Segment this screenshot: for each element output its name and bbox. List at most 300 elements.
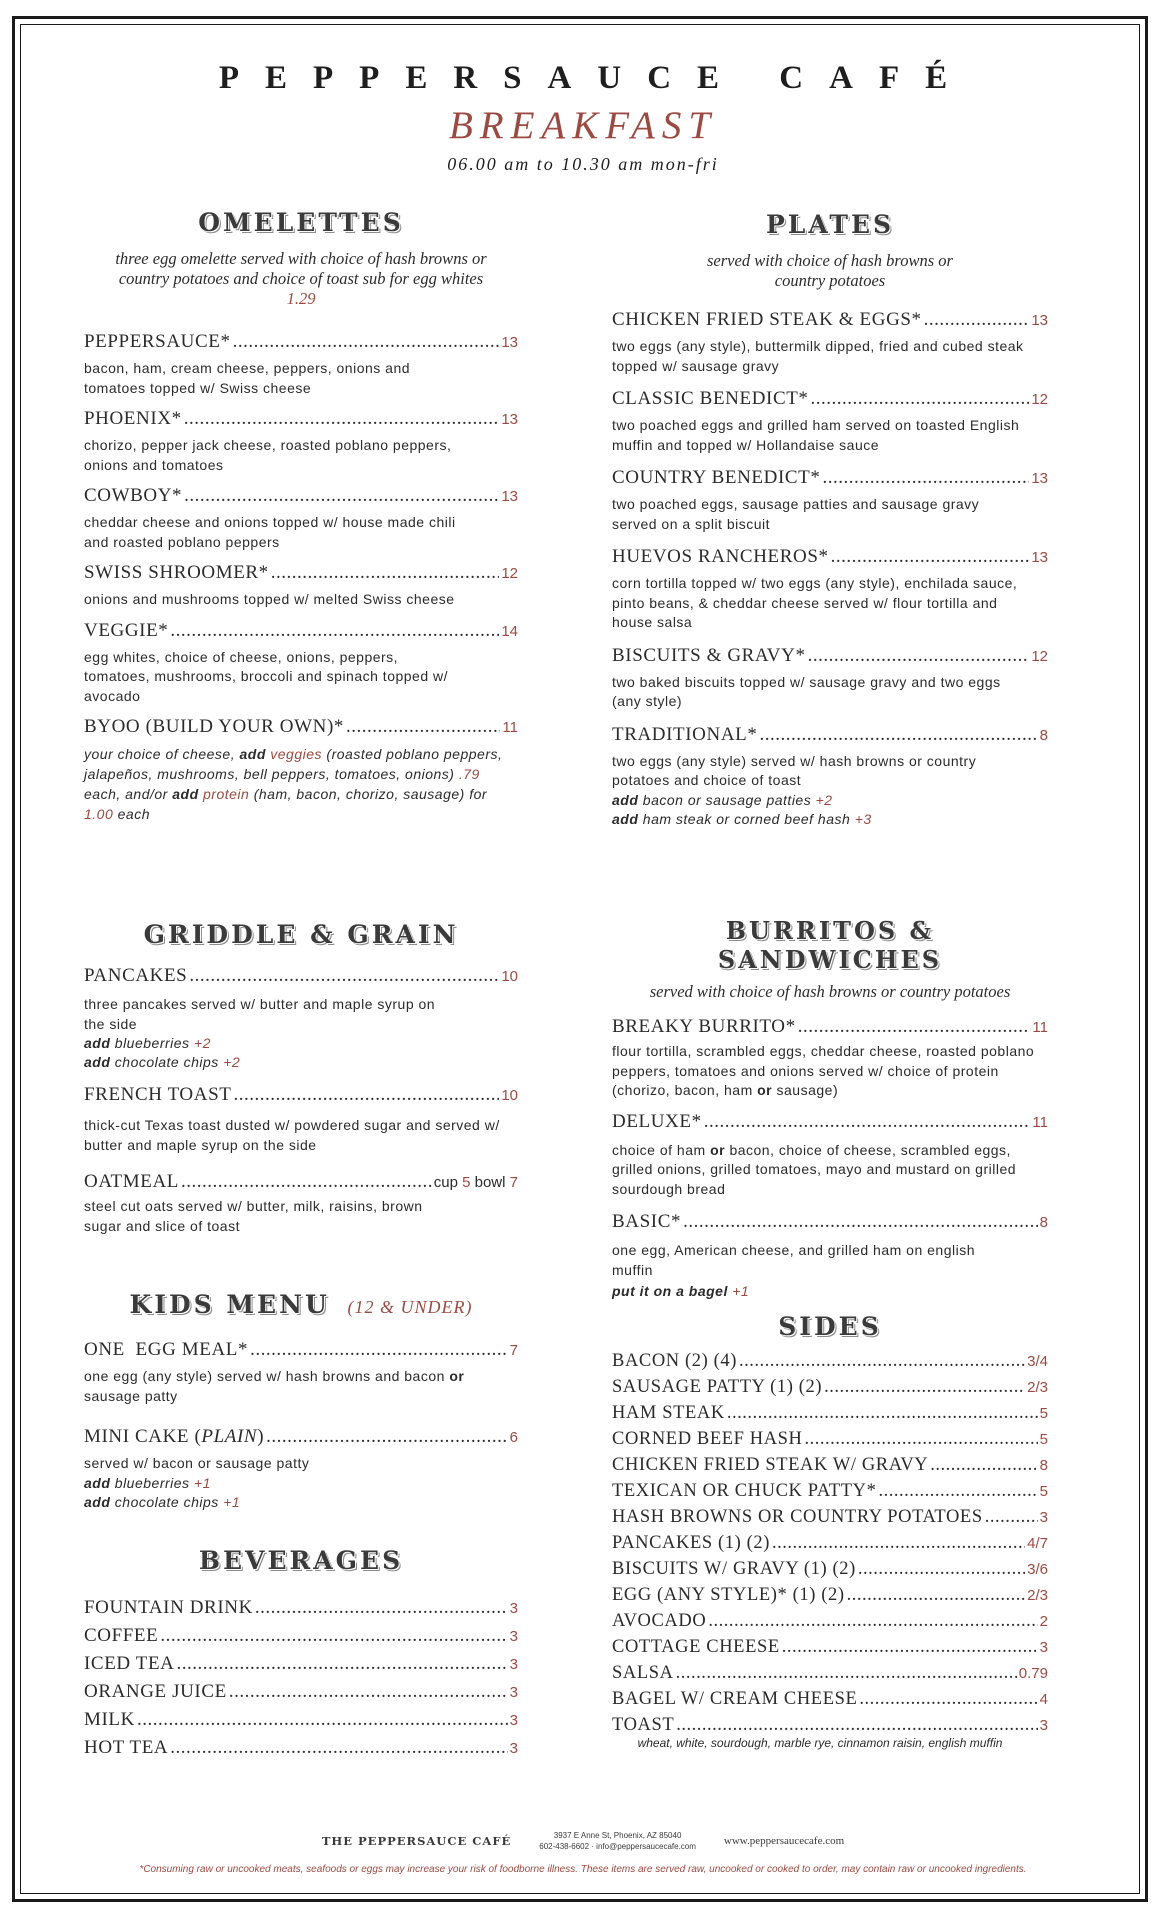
leader-dots	[255, 1597, 508, 1619]
add-text: bacon or sausage patties	[642, 791, 812, 808]
menu-title: BREAKFAST	[448, 104, 718, 147]
item-description: one egg, American cheese, and grilled ham on english muffin	[612, 1242, 975, 1278]
beverage-item	[84, 1737, 518, 1759]
leader-dots	[798, 1016, 1031, 1038]
beverages-title: BEVERAGES	[198, 1546, 404, 1575]
item-name: BREAKY BURRITO*	[612, 1016, 796, 1037]
side-item	[612, 1637, 1048, 1658]
item-line	[84, 1339, 518, 1361]
item-name: FRENCH TOAST	[84, 1084, 232, 1105]
protein-price: 1.00	[84, 806, 114, 822]
item-name-italic: PLAIN	[201, 1426, 258, 1447]
omelettes-title: OMELETTES	[198, 208, 404, 237]
add-text: blueberries	[114, 1035, 190, 1051]
disclaimer: *Consuming raw or uncooked meats, seafoods or eggs may increase your risk of foodborne illness. These items are served raw, uncooked or cooked to order, may contain raw or uncooked ingredients.	[139, 1864, 1027, 1875]
menu-item	[612, 645, 1048, 712]
item-price: 3	[1039, 1639, 1048, 1656]
leader-dots	[170, 1737, 507, 1759]
desc-text: choice of ham	[612, 1141, 706, 1158]
menu-item-mini-cake	[84, 1426, 518, 1512]
cafe-name: PEPPERSAUCE CAFÉ	[218, 60, 974, 96]
item-name	[84, 1426, 264, 1448]
item-price: 12	[1031, 391, 1048, 408]
menu-item	[84, 331, 518, 398]
burritos-subtitle: served with choice of hash browns or country potatoes	[649, 982, 1011, 1001]
item-price: 8	[1039, 1214, 1048, 1231]
footer-contact: 602-438-6602 · info@peppersaucecafe.com	[539, 1842, 696, 1851]
leader-dots	[137, 1709, 508, 1731]
item-name: DELUXE*	[612, 1110, 702, 1132]
egg-whites-price: 1.29	[286, 289, 316, 308]
griddle-title: GRIDDLE & GRAIN	[143, 920, 459, 949]
leader-dots	[184, 408, 500, 430]
item-line	[612, 1481, 1048, 1502]
item-line	[612, 1111, 1048, 1133]
beverage-list	[84, 1597, 518, 1759]
item-price: 11	[1032, 1019, 1048, 1036]
item-price: 13	[1031, 470, 1048, 487]
item-price: 5	[1039, 1405, 1048, 1422]
item-price: 13	[501, 411, 518, 428]
item-description: steel cut oats served w/ butter, milk, raisins, brown sugar and slice of toast	[84, 1198, 423, 1234]
menu-item-deluxe	[612, 1111, 1048, 1200]
cup-price: 5	[462, 1174, 471, 1191]
beverage-item	[84, 1597, 518, 1619]
kids-title-text: KIDS MENU	[129, 1290, 330, 1319]
leader-dots	[985, 1507, 1038, 1528]
menu-header	[0, 60, 1166, 175]
item-price: 3	[509, 1628, 518, 1645]
footer-row	[0, 1830, 1166, 1852]
omelette-list	[84, 331, 518, 706]
item-description	[84, 1367, 518, 1406]
item-line	[612, 1377, 1048, 1398]
menu-item	[84, 562, 518, 610]
item-price: 13	[1031, 312, 1048, 329]
protein-label: protein	[203, 786, 250, 802]
item-line	[84, 716, 518, 738]
bowl-label: bowl	[474, 1174, 506, 1191]
item-line	[84, 1426, 518, 1448]
item-line	[612, 645, 1048, 667]
item-price: 5	[1039, 1431, 1048, 1448]
add-label: add	[84, 1493, 111, 1510]
beverages-section	[84, 1546, 518, 1759]
item-name: BISCUITS W/ GRAVY (1) (2)	[612, 1559, 856, 1579]
item-name: TEXICAN OR CHUCK PATTY*	[612, 1481, 877, 1501]
item-line	[612, 1403, 1048, 1424]
add-option	[84, 1053, 518, 1072]
add-label: add	[84, 1054, 111, 1070]
item-line	[612, 1611, 1048, 1632]
item-price: 7	[509, 1342, 518, 1359]
item-name: CORNED BEEF HASH	[612, 1429, 803, 1449]
item-price: 3	[509, 1656, 518, 1673]
leader-dots	[782, 1637, 1038, 1658]
item-description: corn tortilla topped w/ two eggs (any style), enchilada sauce, pinto beans, & cheddar cheese served w/ flour tortilla and house salsa	[612, 575, 1018, 630]
item-name: BAGEL W/ CREAM CHEESE	[612, 1689, 858, 1709]
add-option	[612, 791, 1048, 810]
add-option	[84, 1474, 518, 1493]
add-price: +2	[223, 1054, 241, 1070]
item-price: 4	[1039, 1691, 1048, 1708]
beverage-item	[84, 1653, 518, 1675]
item-line	[612, 1715, 1048, 1736]
item-name: CHICKEN FRIED STEAK W/ GRAVY	[612, 1455, 929, 1475]
item-price: 3	[509, 1600, 518, 1617]
item-price: 3/6	[1027, 1561, 1048, 1578]
item-line	[612, 467, 1048, 489]
item-description: three pancakes served w/ butter and maple syrup on the side	[84, 996, 436, 1032]
add-price: +1	[223, 1493, 241, 1510]
item-name: PEPPERSAUCE*	[84, 331, 231, 352]
item-name: HAM STEAK	[612, 1403, 725, 1423]
item-name: SWISS SHROOMER*	[84, 562, 269, 583]
item-name: PANCAKES	[84, 965, 188, 986]
add-option	[84, 1034, 518, 1053]
byoo-text: your choice of cheese,	[84, 746, 236, 762]
add-price: +2	[815, 791, 833, 808]
item-name: TRADITIONAL*	[612, 723, 758, 745]
item-name: COUNTRY BENEDICT*	[612, 467, 821, 488]
item-description: two poached eggs and grilled ham served on toasted English muffin and topped w/ Hollandaise sauce	[612, 417, 1020, 453]
item-name: COWBOY*	[84, 485, 183, 506]
leader-dots	[189, 965, 499, 987]
add-text: chocolate chips	[114, 1493, 219, 1510]
item-price: 8	[1039, 726, 1048, 744]
side-item	[612, 1377, 1048, 1398]
item-price: 3/4	[1027, 1353, 1048, 1370]
menu-item-basic	[612, 1211, 1048, 1301]
item-price: 14	[501, 622, 518, 640]
leader-dots	[847, 1585, 1026, 1606]
item-line	[84, 1737, 518, 1759]
item-name: EGG (ANY STYLE)* (1) (2)	[612, 1585, 845, 1605]
item-description: cheddar cheese and onions topped w/ house made chili and roasted poblano peppers	[84, 514, 456, 550]
omelettes-subtitle	[84, 249, 518, 309]
side-item	[612, 1533, 1048, 1554]
leader-dots	[772, 1533, 1025, 1554]
menu-item-one-egg-meal	[84, 1339, 518, 1406]
item-name: BISCUITS & GRAVY*	[612, 644, 806, 666]
sides-title: SIDES	[778, 1312, 882, 1341]
item-name: BASIC*	[612, 1211, 682, 1232]
leader-dots	[233, 331, 500, 353]
desc-text: flour tortilla, scrambled eggs, cheddar cheese, roasted poblano peppers, tomatoes and onions served w/ choice of protein (chorizo, bacon, ham	[612, 1043, 1035, 1098]
item-line	[612, 388, 1048, 410]
item-price: 3	[509, 1712, 518, 1729]
side-item	[612, 1611, 1048, 1632]
side-item	[612, 1429, 1048, 1450]
kids-title	[84, 1290, 518, 1319]
item-line	[84, 965, 518, 987]
item-line	[612, 309, 1048, 331]
item-line	[612, 1689, 1048, 1710]
item-name: FOUNTAIN DRINK	[84, 1597, 253, 1618]
burritos-title: BURRITOS & SANDWICHES	[717, 916, 943, 974]
item-name: COFFEE	[84, 1625, 159, 1646]
burritos-section	[612, 916, 1048, 1301]
desc-text: sausage)	[776, 1082, 839, 1098]
menu-item-oatmeal	[84, 1171, 518, 1236]
side-item	[612, 1715, 1048, 1736]
item-name: HASH BROWNS OR COUNTRY POTATOES	[612, 1507, 983, 1527]
bowl-price: 7	[509, 1174, 518, 1191]
item-line	[612, 546, 1048, 568]
leader-dots	[739, 1351, 1025, 1372]
leader-dots	[250, 1339, 508, 1361]
item-line	[84, 1084, 518, 1106]
menu-item-byoo	[84, 716, 518, 824]
item-line	[612, 1429, 1048, 1450]
item-line	[84, 562, 518, 584]
side-item	[612, 1351, 1048, 1372]
menu-item	[612, 546, 1048, 633]
item-name: HOT TEA	[84, 1737, 169, 1758]
item-line	[84, 1171, 518, 1193]
leader-dots	[811, 388, 1030, 410]
item-line	[612, 1016, 1048, 1038]
item-line	[612, 1637, 1048, 1658]
leader-dots	[831, 546, 1030, 568]
byoo-description	[84, 744, 518, 824]
side-list	[612, 1351, 1048, 1736]
item-description: two eggs (any style) served w/ hash browns or country potatoes and choice of toast	[612, 752, 977, 788]
omelettes-sub-egg-whites: sub for egg whites	[362, 269, 484, 288]
item-price: 12	[1031, 647, 1048, 665]
footer-website[interactable]: www.peppersaucecafe.com	[723, 1835, 845, 1847]
add-label: add	[84, 1035, 111, 1051]
add-text: ham steak or corned beef hash	[642, 810, 851, 827]
leader-dots	[704, 1111, 1031, 1133]
add-price: +2	[193, 1035, 211, 1051]
item-line	[612, 1507, 1048, 1528]
leader-dots	[676, 1715, 1037, 1736]
menu-item	[84, 408, 518, 475]
item-line	[612, 1663, 1048, 1684]
add-label: add	[172, 786, 199, 802]
item-price: 11	[1032, 1113, 1048, 1131]
sides-section	[612, 1312, 1048, 1753]
beverage-item	[84, 1625, 518, 1647]
add-price: +3	[854, 810, 872, 827]
toast-options: wheat, white, sourdough, marble rye, cinnamon raisin, english muffin	[637, 1736, 1003, 1750]
footer-cafe-name: THE PEPPERSAUCE CAFÉ	[321, 1834, 512, 1848]
or-label: or	[757, 1082, 773, 1098]
item-description: onions and mushrooms topped w/ melted Swiss cheese	[84, 591, 455, 607]
menu-item	[612, 388, 1048, 455]
side-item	[612, 1585, 1048, 1606]
or-label: or	[710, 1141, 726, 1158]
item-name: MILK	[84, 1709, 135, 1730]
add-label: add	[612, 810, 639, 827]
item-description: two eggs (any style), buttermilk dipped, fried and cubed steak topped w/ sausage gravy	[612, 338, 1024, 374]
item-name: PANCAKES (1) (2)	[612, 1533, 770, 1553]
item-description	[612, 1141, 1048, 1200]
byoo-text: (roasted poblano peppers, jalapeños, mushrooms, bell peppers, tomatoes, onions)	[84, 746, 503, 782]
leader-dots	[181, 1171, 432, 1193]
add-option	[612, 1282, 1048, 1301]
or-label: or	[449, 1368, 465, 1384]
menu-item	[612, 724, 1048, 791]
item-line	[612, 1211, 1048, 1233]
veggies-label: veggies	[270, 746, 323, 762]
item-line	[84, 1653, 518, 1675]
leader-dots	[924, 309, 1030, 331]
item-price: 10	[501, 1087, 518, 1104]
leader-dots	[160, 1625, 507, 1647]
item-line	[84, 620, 518, 642]
menu-item	[612, 467, 1048, 534]
item-description: egg whites, choice of cheese, onions, peppers, tomatoes, mushrooms, broccoli and spinach topped w/ avocado	[84, 648, 449, 704]
add-label: add	[612, 791, 639, 808]
item-name: BYOO (BUILD YOUR OWN)*	[84, 716, 344, 737]
menu-item	[612, 309, 1048, 376]
kids-age-note: (12 & UNDER)	[347, 1297, 473, 1317]
item-name: SALSA	[612, 1663, 674, 1683]
leader-dots	[824, 1377, 1025, 1398]
side-item	[612, 1663, 1048, 1684]
item-name: COTTAGE CHEESE	[612, 1637, 780, 1657]
leader-dots	[727, 1403, 1038, 1424]
item-price: 5	[1039, 1483, 1048, 1500]
leader-dots	[266, 1426, 508, 1448]
item-name: CLASSIC BENEDICT*	[612, 388, 809, 409]
item-description: two baked biscuits topped w/ sausage gravy and two eggs (any style)	[612, 673, 1001, 709]
leader-dots	[759, 724, 1037, 746]
item-description: thick-cut Texas toast dusted w/ powdered sugar and served w/ butter and maple syrup on the side	[84, 1117, 500, 1153]
griddle-section	[84, 920, 518, 1236]
item-line	[84, 1625, 518, 1647]
item-name: SAUSAGE PATTY (1) (2)	[612, 1377, 823, 1397]
leader-dots	[930, 1455, 1037, 1476]
hours: 06.00 am to 10.30 am mon-fri	[447, 154, 719, 174]
veggies-price: .79	[458, 766, 480, 782]
add-label: add	[239, 746, 266, 762]
item-price: 12	[501, 565, 518, 582]
side-item	[612, 1689, 1048, 1710]
desc-text: one egg (any style) served w/ hash browns and bacon	[84, 1368, 445, 1384]
item-price: 3	[509, 1684, 518, 1701]
item-name: PHOENIX*	[84, 408, 182, 429]
leader-dots	[170, 620, 499, 642]
add-option	[84, 1493, 518, 1512]
item-name: HUEVOS RANCHEROS*	[612, 546, 829, 567]
plate-list	[612, 309, 1048, 791]
plates-subtitle: served with choice of hash browns or country potatoes	[707, 251, 953, 290]
side-item	[612, 1481, 1048, 1502]
side-item	[612, 1403, 1048, 1424]
item-line	[612, 1533, 1048, 1554]
footer-address: 3937 E Anne St, Phoenix, AZ 85040	[553, 1831, 682, 1840]
item-price: 3	[509, 1740, 518, 1757]
item-price: 3	[1039, 1717, 1048, 1734]
item-name: ONE EGG MEAL*	[84, 1339, 249, 1360]
oatmeal-prices	[434, 1174, 518, 1191]
item-description	[612, 1042, 1048, 1101]
leader-dots	[805, 1429, 1038, 1450]
footer	[0, 1830, 1166, 1875]
leader-dots	[346, 716, 500, 738]
item-price: 3	[1039, 1509, 1048, 1526]
cup-label: cup	[433, 1174, 458, 1191]
side-item	[612, 1507, 1048, 1528]
add-text: chocolate chips	[114, 1054, 219, 1070]
item-line	[84, 1681, 518, 1703]
item-line	[84, 1709, 518, 1731]
desc-text: sausage patty	[84, 1387, 178, 1404]
menu-item-pancakes	[84, 965, 518, 1072]
item-name: OATMEAL	[84, 1171, 179, 1192]
leader-dots	[708, 1611, 1037, 1632]
item-price: 13	[501, 334, 518, 351]
leader-dots	[229, 1681, 508, 1703]
item-name: VEGGIE*	[84, 619, 169, 641]
leader-dots	[683, 1211, 1038, 1233]
plates-title: PLATES	[765, 210, 895, 239]
footer-address-block	[539, 1830, 696, 1852]
add-price: +1	[193, 1474, 211, 1491]
beverage-item	[84, 1681, 518, 1703]
item-description: two poached eggs, sausage patties and sausage gravy served on a split biscuit	[612, 496, 980, 532]
item-price: 11	[502, 719, 518, 736]
item-name: CHICKEN FRIED STEAK & EGGS*	[612, 309, 922, 330]
item-price: 10	[501, 968, 518, 985]
item-price: 0.79	[1018, 1665, 1048, 1682]
item-price: 2/3	[1027, 1379, 1048, 1396]
leader-dots	[233, 1084, 499, 1106]
omelettes-subtitle-text: three egg omelette served with choice of hash browns or country potatoes and choice of toast	[115, 249, 487, 288]
item-line	[612, 1585, 1048, 1606]
item-price: 13	[501, 488, 518, 505]
desc-text: bacon, choice of cheese, scrambled eggs, grilled onions, grilled tomatoes, mayo and mustard on grilled sourdough bread	[612, 1141, 1017, 1197]
menu-item	[84, 485, 518, 552]
byoo-text: each	[117, 806, 150, 822]
item-name: ICED TEA	[84, 1653, 175, 1674]
item-line	[84, 408, 518, 430]
leader-dots	[858, 1559, 1025, 1580]
item-line	[84, 485, 518, 507]
item-price: 2/3	[1027, 1587, 1048, 1604]
plates-section	[612, 210, 1048, 829]
leader-dots	[808, 645, 1030, 667]
item-line	[612, 724, 1048, 746]
add-option	[612, 810, 1048, 829]
leader-dots	[271, 562, 500, 584]
leader-dots	[878, 1481, 1037, 1502]
side-item	[612, 1559, 1048, 1580]
item-description: chorizo, pepper jack cheese, roasted poblano peppers, onions and tomatoes	[84, 437, 452, 473]
item-line	[84, 331, 518, 353]
item-line	[612, 1351, 1048, 1372]
omelettes-section	[84, 208, 518, 824]
item-price: 8	[1039, 1457, 1048, 1474]
leader-dots	[859, 1689, 1037, 1710]
item-name: ORANGE JUICE	[84, 1681, 227, 1702]
item-line	[612, 1559, 1048, 1580]
byoo-text: (ham, bacon, chorizo, sausage) for	[253, 786, 488, 802]
item-name: AVOCADO	[612, 1611, 707, 1631]
leader-dots	[676, 1663, 1017, 1684]
add-price: +1	[732, 1283, 750, 1299]
menu-item-breaky-burrito	[612, 1016, 1048, 1101]
leader-dots	[176, 1653, 507, 1675]
kids-section	[84, 1290, 518, 1512]
item-price: 2	[1039, 1613, 1048, 1630]
side-item	[612, 1455, 1048, 1476]
item-name: BACON (2) (4)	[612, 1351, 737, 1371]
item-price: 4/7	[1027, 1535, 1048, 1552]
